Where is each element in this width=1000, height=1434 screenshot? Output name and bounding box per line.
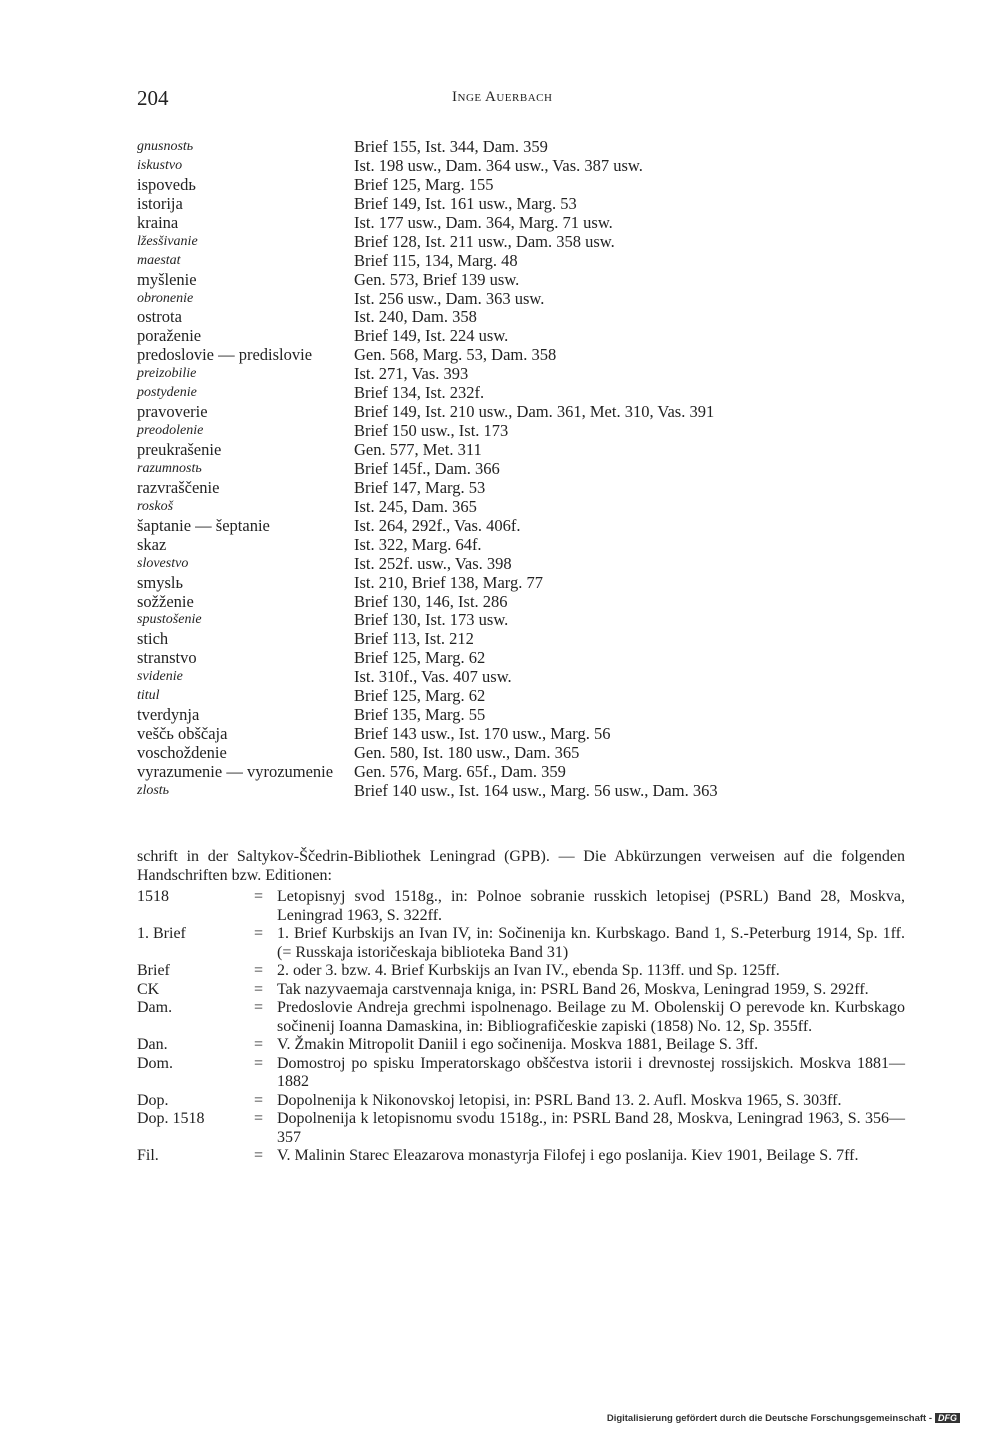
abbreviations-intro: schrift in der Saltykov-Ščedrin-Bibliothek Leningrad (GPB). — Die Abkürzungen verweisen auf die folgenden Handschriften bzw. Editionen: (137, 848, 905, 884)
index-entry (137, 308, 837, 327)
index-entry (137, 687, 837, 706)
index-references: Ist. 198 usw., Dam. 364 usw., Vas. 387 usw. (354, 155, 643, 175)
equals-sign: = (254, 1036, 264, 1053)
index-entry (137, 138, 837, 157)
index-entry (137, 290, 837, 309)
abbreviation-key: 1. Brief (137, 925, 186, 942)
abbreviation-description: Letopisnyj svod 1518g., in: Polnoe sobranie russkich letopisej (PSRL) Band 28, Moskva, Leningrad 1963, S. 322ff. (277, 888, 905, 924)
equals-sign: = (254, 1110, 264, 1127)
abbreviation-entry (137, 925, 905, 962)
index-term: tverdynja (137, 705, 200, 725)
index-term: titul (137, 688, 160, 704)
index-references: Brief 140 usw., Ist. 164 usw., Marg. 56 usw., Dam. 363 (354, 780, 718, 800)
abbreviation-description: Domostroj po spisku Imperatorskago obščestva istorii i drevnostej rossijskich. Moskva 1881—1882 (277, 1054, 905, 1090)
index-references: Ist. 322, Marg. 64f. (354, 534, 482, 554)
equals-sign: = (254, 999, 264, 1016)
index-references: Ist. 271, Vas. 393 (354, 364, 469, 384)
index-term: stich (137, 629, 169, 649)
index-entry (137, 574, 837, 593)
index-entry (137, 365, 837, 384)
index-entry (137, 517, 837, 536)
index-term: kraina (137, 212, 179, 232)
index-entry (137, 252, 837, 271)
index-references: Brief 130, Ist. 173 usw. (354, 610, 509, 630)
index-references: Gen. 568, Marg. 53, Dam. 358 (354, 345, 557, 365)
index-entry (137, 630, 837, 649)
index-entry (137, 271, 837, 290)
index-term: voschoždenie (137, 743, 227, 762)
index-term: šaptanie — šeptanie (137, 515, 270, 535)
index-entry (137, 327, 837, 346)
index-entry (137, 763, 837, 782)
index-entry (137, 403, 837, 422)
index-entry (137, 555, 837, 574)
index-entry (137, 706, 837, 725)
abbreviation-entry (137, 999, 905, 1036)
index-list (137, 138, 837, 801)
abbreviation-description: V. Malinin Starec Eleazarova monastyrja Filofej i ego poslanija. Kiev 1901, Beilage S. 7ff. (277, 1147, 859, 1164)
index-entry (137, 460, 837, 479)
index-entry (137, 782, 837, 801)
index-term: predoslovie — predislovie (137, 345, 313, 365)
equals-sign: = (254, 1054, 264, 1072)
index-entry (137, 214, 837, 233)
running-head: Inge Auerbach (452, 89, 553, 105)
abbreviation-description: Dopolnenija k Nikonovskoj letopisi, in: PSRL Band 13. 2. Aufl. Moskva 1965, S. 303ff. (277, 1091, 842, 1109)
abbreviation-description: 2. oder 3. bzw. 4. Brief Kurbskijs an Ivan IV., ebenda Sp. 113ff. und Sp. 125ff. (277, 962, 780, 979)
index-term: myšlenie (137, 269, 197, 289)
abbreviation-entry (137, 981, 905, 1000)
index-references: Ist. 256 usw., Dam. 363 usw. (354, 288, 545, 308)
equals-sign: = (254, 1091, 264, 1109)
abbreviation-description: Tak nazyvaemaja carstvennaja kniga, in: PSRL Band 26, Moskva, Leningrad 1959, S. 292ff. (277, 980, 869, 998)
index-term: zlostь (137, 782, 170, 798)
equals-sign: = (254, 962, 264, 979)
abbreviation-key: Dop. 1518 (137, 1110, 205, 1127)
index-references: Gen. 577, Met. 311 (354, 440, 482, 459)
abbreviation-key: Dan. (137, 1036, 168, 1053)
index-references: Ist. 240, Dam. 358 (354, 307, 477, 327)
index-term: razumnostь (137, 460, 202, 476)
index-term: pravoverie (137, 402, 208, 422)
index-term: preodolenie (137, 423, 204, 439)
index-references: Brief 115, 134, Marg. 48 (354, 250, 518, 270)
equals-sign: = (254, 888, 264, 905)
index-term: roskoš (137, 498, 174, 514)
index-references: Brief 113, Ist. 212 (354, 629, 474, 649)
footer (607, 1413, 960, 1424)
abbreviation-entry (137, 1036, 905, 1055)
index-entry (137, 536, 837, 555)
index-references: Brief 135, Marg. 55 (354, 705, 486, 725)
equals-sign: = (254, 925, 264, 942)
index-term: sožženie (137, 591, 194, 611)
index-references: Brief 125, Marg. 62 (354, 686, 486, 706)
index-references: Brief 149, Ist. 161 usw., Marg. 53 (354, 193, 577, 213)
abbreviation-entry (137, 1092, 905, 1111)
index-term: preukrašenie (137, 440, 222, 459)
index-term: svidenie (137, 669, 183, 685)
index-term: ispovedь (137, 174, 196, 194)
index-references: Ist. 252f. usw., Vas. 398 (354, 553, 512, 573)
index-entry (137, 176, 837, 195)
abbreviation-list (137, 888, 905, 1166)
index-references: Brief 130, 146, Ist. 286 (354, 591, 508, 611)
index-references: Brief 134, Ist. 232f. (354, 383, 485, 403)
equals-sign: = (254, 980, 264, 998)
page-number: 204 (137, 86, 169, 110)
index-term: obronenie (137, 290, 194, 306)
dfg-logo: DFG (935, 1413, 960, 1423)
index-term: maestat (137, 252, 181, 268)
abbreviation-entry (137, 1055, 905, 1092)
index-references: Brief 147, Marg. 53 (354, 477, 486, 497)
index-references: Gen. 576, Marg. 65f., Dam. 359 (354, 761, 566, 781)
abbreviation-key: Dop. (137, 1091, 169, 1109)
index-references: Brief 125, Marg. 62 (354, 648, 486, 668)
index-references: Ist. 177 usw., Dam. 364, Marg. 71 usw. (354, 212, 613, 232)
index-term: spustošenie (137, 612, 202, 628)
index-entry (137, 346, 837, 365)
index-references: Ist. 310f., Vas. 407 usw. (354, 667, 512, 687)
index-term: ostrota (137, 307, 182, 327)
index-term: veščь obščaja (137, 724, 228, 744)
index-entry (137, 441, 837, 460)
abbreviation-entry (137, 1147, 905, 1166)
index-term: slovestvo (137, 555, 189, 571)
index-entry (137, 593, 837, 612)
abbreviation-entry (137, 888, 905, 925)
index-entry (137, 384, 837, 403)
index-term: lžesšivanie (137, 233, 198, 249)
abbreviation-key: CK (137, 980, 160, 998)
index-entry (137, 649, 837, 668)
index-entry (137, 498, 837, 517)
index-term: smyslь (137, 572, 184, 592)
abbreviation-key: Dom. (137, 1054, 173, 1072)
index-entry (137, 157, 837, 176)
abbreviation-key: Brief (137, 962, 170, 979)
abbreviation-key: Fil. (137, 1147, 159, 1164)
abbreviation-description: V. Žmakin Mitropolit Daniil i ego sočinenija. Moskva 1881, Beilage S. 3ff. (277, 1036, 759, 1053)
abbreviation-description: 1. Brief Kurbskijs an Ivan IV, in: Sočinenija kn. Kurbskago. Band 1, S.-Peterburg 1914, Sp. 1ff. (= Russkaja istoričeskaja biblioteka Band 31) (277, 925, 905, 961)
index-references: Brief 155, Ist. 344, Dam. 359 (354, 137, 548, 156)
index-entry (137, 195, 837, 214)
footer-text: Digitalisierung gefördert durch die Deutsche Forschungsgemeinschaft - (606, 1413, 932, 1424)
index-references: Brief 145f., Dam. 366 (354, 458, 500, 478)
index-entry (137, 479, 837, 498)
index-references: Brief 150 usw., Ist. 173 (354, 421, 509, 441)
index-term: preizobilie (137, 366, 197, 382)
index-references: Ist. 264, 292f., Vas. 406f. (354, 515, 521, 535)
index-term: vyrazumenie — vyrozumenie (137, 761, 334, 781)
index-term: istorija (137, 193, 183, 213)
index-references: Brief 125, Marg. 155 (354, 174, 494, 194)
index-entry (137, 725, 837, 744)
abbreviation-entry (137, 962, 905, 981)
index-references: Gen. 580, Ist. 180 usw., Dam. 365 (354, 743, 580, 762)
index-term: postydenie (137, 385, 197, 401)
index-entry (137, 668, 837, 687)
abbreviation-key: Dam. (137, 999, 173, 1016)
index-references: Brief 149, Ist. 210 usw., Dam. 361, Met. 310, Vas. 391 (354, 402, 715, 422)
index-references: Brief 128, Ist. 211 usw., Dam. 358 usw. (354, 231, 615, 251)
abbreviation-description: Dopolnenija k letopisnomu svodu 1518g., in: PSRL Band 28, Moskva, Leningrad 1963, S. 356—357 (277, 1110, 905, 1146)
index-entry (137, 744, 837, 763)
index-references: Ist. 245, Dam. 365 (354, 496, 477, 516)
index-term: skaz (137, 534, 167, 554)
index-references: Brief 149, Ist. 224 usw. (354, 326, 509, 346)
index-term: stranstvo (137, 648, 197, 668)
index-term: razvraščenie (137, 477, 220, 497)
index-entry (137, 611, 837, 630)
index-references: Gen. 573, Brief 139 usw. (354, 269, 520, 289)
index-term: gnusnostь (137, 139, 194, 154)
index-entry (137, 233, 837, 252)
index-term: poraženie (137, 326, 202, 346)
abbreviation-description: Predoslovie Andreja grechmi ispolnenago. Beilage zu M. Obolenskij O perevode kn. Kurbskago sočinenij Ioanna Damaskina, in: Bibliografičeskie zapiski (1858) No. 12, Sp. 355ff. (277, 999, 905, 1035)
index-term: iskustvo (137, 157, 183, 173)
index-references: Ist. 210, Brief 138, Marg. 77 (354, 572, 543, 592)
equals-sign: = (254, 1147, 264, 1164)
abbreviation-key: 1518 (137, 888, 169, 905)
abbreviation-entry (137, 1110, 905, 1147)
index-entry (137, 422, 837, 441)
index-references: Brief 143 usw., Ist. 170 usw., Marg. 56 (354, 724, 611, 744)
